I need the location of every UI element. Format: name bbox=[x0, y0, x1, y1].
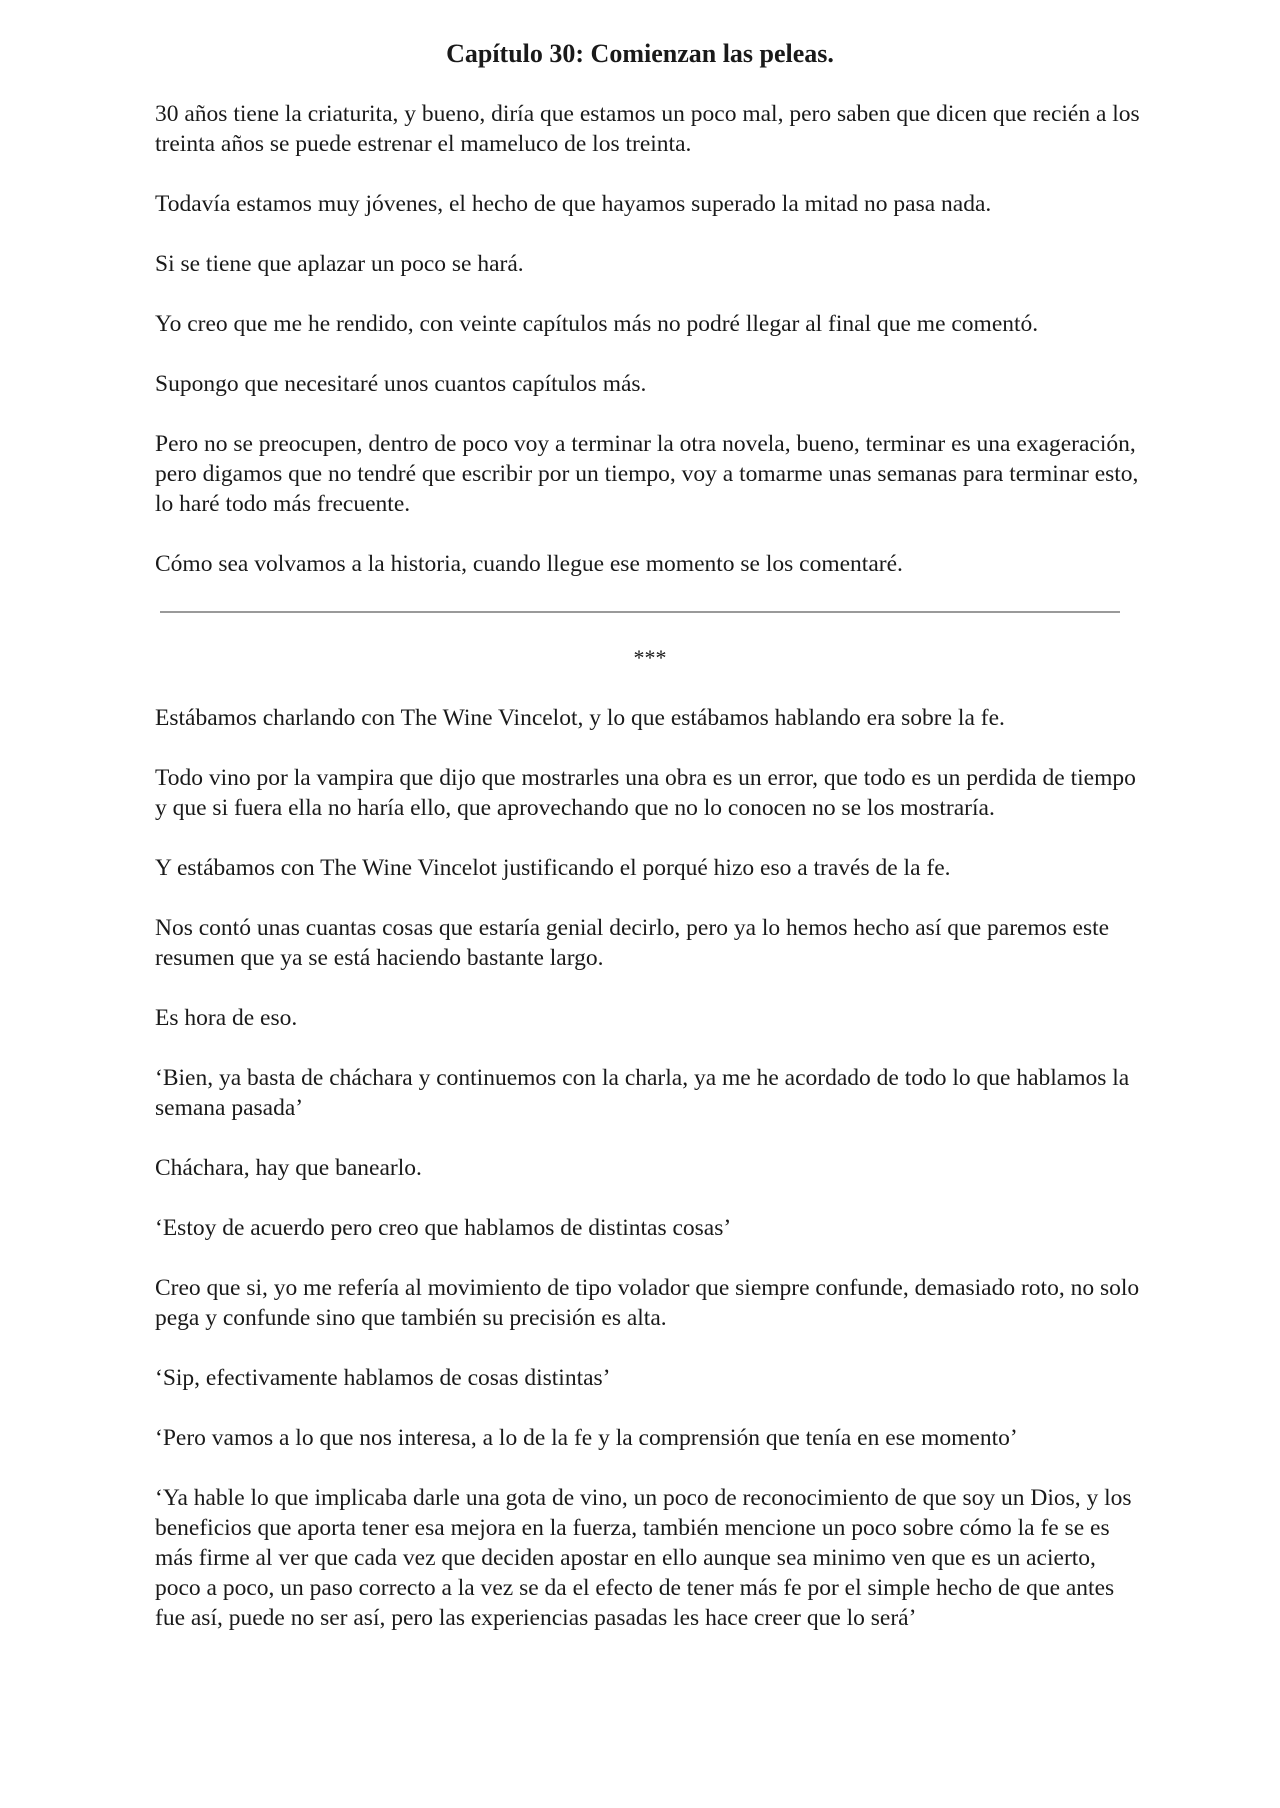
story-paragraph: ‘Ya hable lo que implicaba darle una gota de vino, un poco de reconocimiento de que soy un Dios, y los beneficios que aporta tener esa mejora en la fuerza, también mencione un poco sobre cómo la fe se es más firme al ver que cada vez que deciden apostar en ello aunque sea minimo ven que es un acierto, poco a poco, un paso correcto a la vez se da el efecto de tener más fe por el simple hecho de que antes fue así, puede no ser así, pero las experiencias pasadas les hace creer que lo será’ bbox=[155, 1485, 1132, 1631]
story-paragraph: Y estábamos con The Wine Vincelot justificando el porqué hizo eso a través de la fe. bbox=[155, 855, 951, 881]
intro-paragraph: Yo creo que me he rendido, con veinte capítulos más no podré llegar al final que me comentó. bbox=[155, 311, 1039, 337]
story-paragraph: ‘Bien, ya basta de cháchara y continuemos con la charla, ya me he acordado de todo lo que hablamos la semana pasada’ bbox=[155, 1065, 1130, 1121]
intro-paragraph: Supongo que necesitaré unos cuantos capítulos más. bbox=[155, 371, 647, 397]
intro-paragraph: 30 años tiene la criaturita, y bueno, diría que estamos un poco mal, pero saben que dicen que recién a los treinta años se puede estrenar el mameluco de los treinta. bbox=[155, 101, 1140, 157]
intro-paragraph: Pero no se preocupen, dentro de poco voy a terminar la otra novela, bueno, terminar es una exageración, pero digamos que no tendré que escribir por un tiempo, voy a tomarme unas semanas para terminar esto, lo haré todo más frecuente. bbox=[155, 431, 1139, 517]
story-paragraph: ‘Sip, efectivamente hablamos de cosas distintas’ bbox=[155, 1365, 611, 1391]
intro-paragraph: Cómo sea volvamos a la historia, cuando llegue ese momento se los comentaré. bbox=[155, 551, 903, 577]
chapter-body bbox=[155, 99, 1145, 1663]
story-paragraph: Nos contó unas cuantas cosas que estaría genial decirlo, pero ya lo hemos hecho así que paremos este resumen que ya se está haciendo bastante largo. bbox=[155, 915, 1110, 971]
story-paragraph: Todo vino por la vampira que dijo que mostrarles una obra es un error, que todo es un perdida de tiempo y que si fuera ella no haría ello, que aprovechando que no lo conocen no se los mostraría. bbox=[155, 765, 1136, 821]
intro-paragraph: Si se tiene que aplazar un poco se hará. bbox=[155, 251, 524, 277]
story-paragraph: Cháchara, hay que banearlo. bbox=[155, 1155, 422, 1181]
story-paragraph: Creo que si, yo me refería al movimiento de tipo volador que siempre confunde, demasiado roto, no solo pega y confunde sino que también su precisión es alta. bbox=[155, 1275, 1140, 1331]
story-paragraph: ‘Pero vamos a lo que nos interesa, a lo de la fe y la comprensión que tenía en ese momento’ bbox=[155, 1425, 1018, 1451]
story-paragraph: Estábamos charlando con The Wine Vincelot, y lo que estábamos hablando era sobre la fe. bbox=[155, 705, 1005, 731]
scene-break: *** bbox=[633, 645, 667, 670]
intro-paragraph: Todavía estamos muy jóvenes, el hecho de que hayamos superado la mitad no pasa nada. bbox=[155, 191, 992, 217]
horizontal-divider bbox=[160, 611, 1120, 613]
story-paragraph: ‘Estoy de acuerdo pero creo que hablamos de distintas cosas’ bbox=[155, 1215, 732, 1241]
story-paragraph: Es hora de eso. bbox=[155, 1005, 298, 1031]
chapter-title: Capítulo 30: Comienzan las peleas. bbox=[446, 39, 834, 68]
